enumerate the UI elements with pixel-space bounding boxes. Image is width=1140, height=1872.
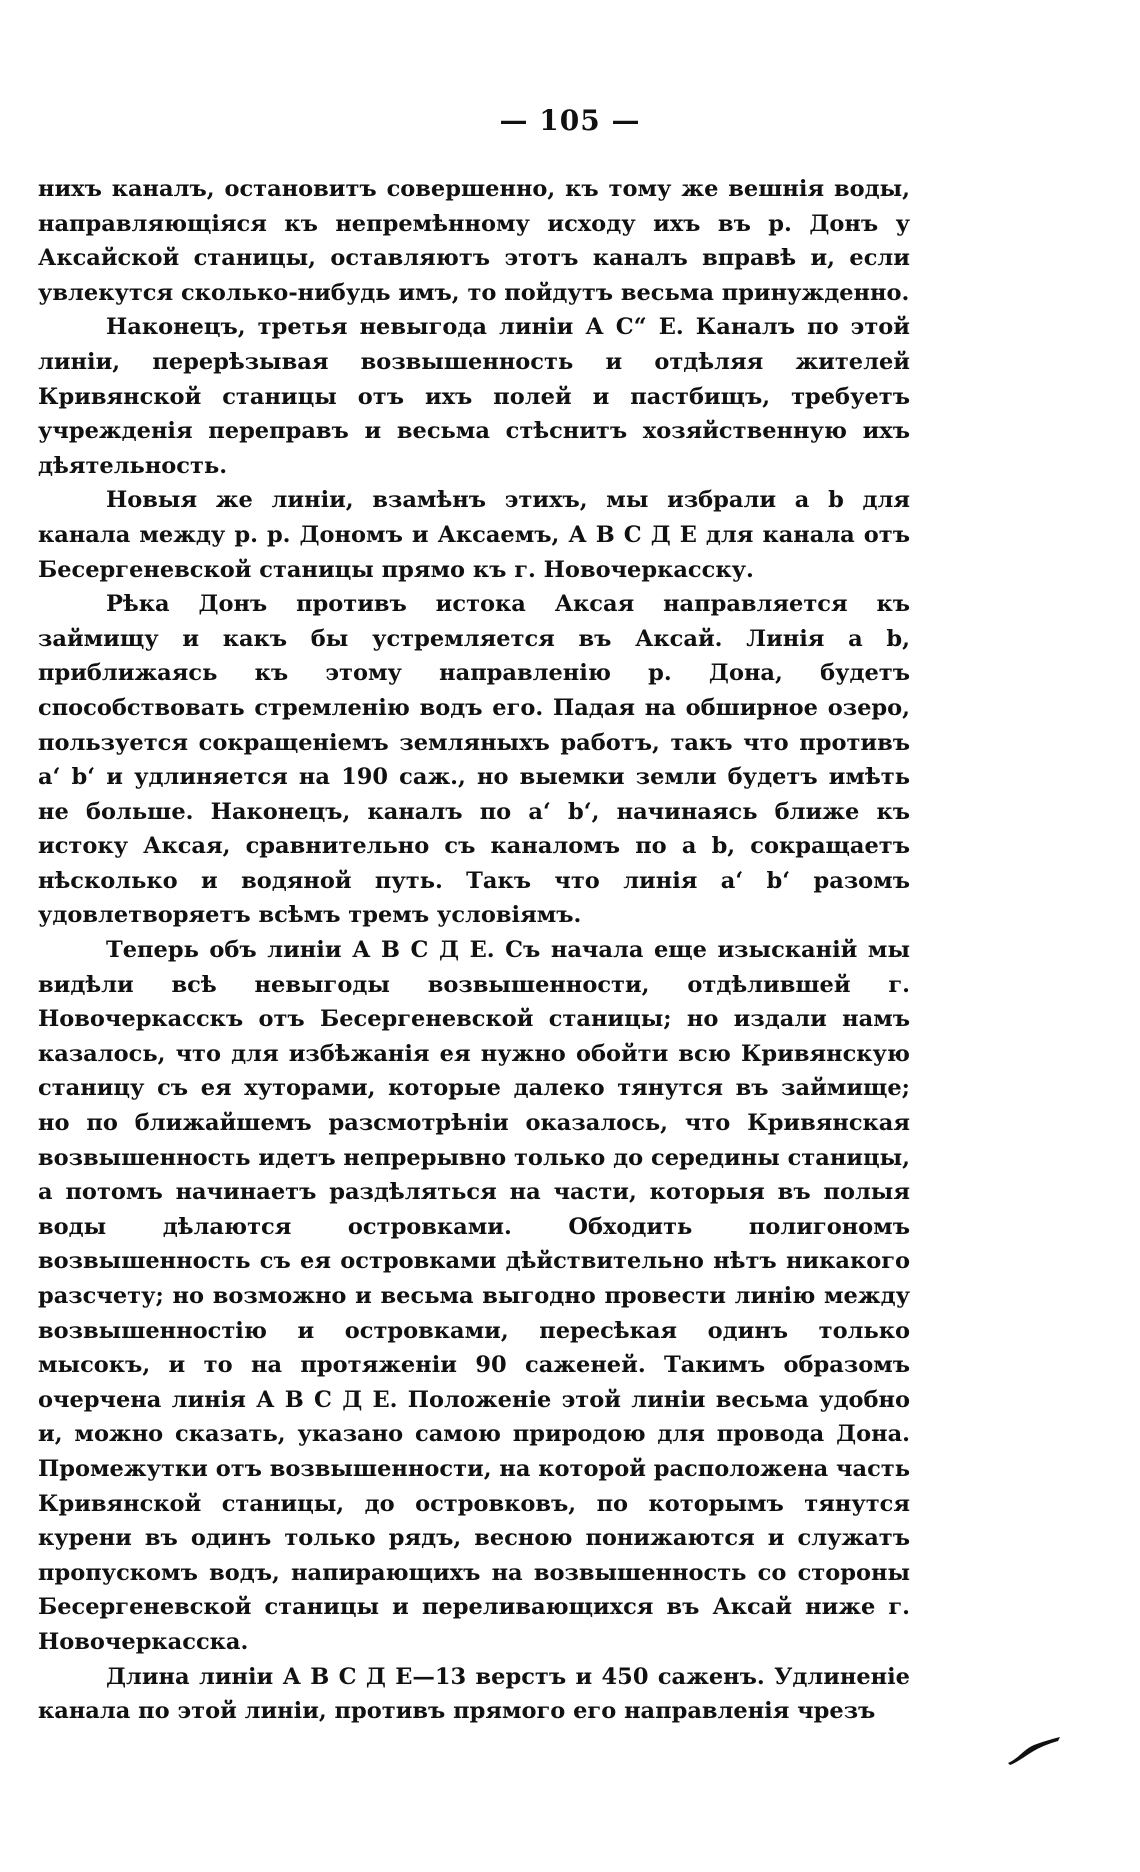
paragraph-5: Теперь объ линіи А В С Д Е. Съ начала еще изысканій мы видѣли всѣ невыгоды возвышенности, отдѣлившей г. Новочеркасскъ отъ Бесергеневской станицы; но издали намъ казалось, что для избѣжанія ея нужно обойти всю Кривянскую станицу съ ея хуторами, которые далеко тянутся въ займище; но по ближайшемъ разсмотрѣніи оказалось, что Кривянская возвышенность идетъ непрерывно только до середины станицы, а потомъ начинаетъ раздѣляться на части, которыя въ полыя воды дѣлаются островками. Обходить полигономъ возвышенность съ ея островками дѣйствительно нѣтъ никакого разсчету; но возможно и весьма выгодно провести линію между возвышенностію и островками, пересѣкая одинъ только мысокъ, и то на протяженіи 90 саженей. Такимъ образомъ очерчена линія А В С Д Е. Положеніе этой линіи весьма удобно и, можно сказать, указано самою природою для провода Дона. Промежутки отъ возвышенности, на которой расположена часть Кривянской станицы, до островковъ, по которымъ тянутся курени въ одинъ только рядъ, весною понижаются и служатъ пропускомъ водъ, напирающихъ на возвышенность со стороны Бесергеневской станицы и переливающихся въ Аксай ниже г. Новочеркасска. bbox=[38, 937, 910, 1655]
paragraph-4: Рѣка Донъ противъ истока Аксая направляется къ займищу и какъ бы устремляется въ Аксай. Линія a b, приближаясь къ этому направленію р. Дона, будетъ способствовать стремленію водъ его. Падая на обширное озеро, пользуется сокращеніемъ земляныхъ работъ, такъ что противъ a‘ b‘ и удлиняется на 190 саж., но выемки земли будетъ имѣть не больше. Наконецъ, каналъ по a‘ b‘, начинаясь ближе къ истоку Аксая, сравнительно съ каналомъ по a b, сокращаетъ нѣсколько и водяной путь. Такъ что линія a‘ b‘ разомъ удовлетворяетъ всѣмъ тремъ условіямъ. bbox=[38, 591, 910, 929]
paragraph-1: нихъ каналъ, остановитъ совершенно, къ тому же вешнія воды, направляющіяся къ непремѣнному исходу ихъ въ р. Донъ у Аксайской станицы, оставляютъ этотъ каналъ вправѣ и, если увлекутся сколько-нибудь имъ, то пойдутъ весьма принужденно. bbox=[38, 176, 910, 306]
pen-stroke-mark bbox=[1004, 1735, 1064, 1767]
body-text bbox=[38, 172, 910, 1729]
paragraph-6: Длина линіи А В С Д Е—13 верстъ и 450 саженъ. Удлиненіе канала по этой линіи, противъ прямого его направленія чрезъ bbox=[38, 1663, 910, 1725]
paragraph-2: Наконецъ, третья невыгода линіи А С“ Е. Каналъ по этой линіи, перерѣзывая возвышенность и отдѣляя жителей Кривянской станицы отъ ихъ полей и пастбищъ, требуетъ учрежденія переправъ и весьма стѣснитъ хозяйственную ихъ дѣятельность. bbox=[38, 314, 910, 479]
page-number: — 105 — bbox=[499, 104, 641, 137]
paragraph-3: Новыя же линіи, взамѣнъ этихъ, мы избрали a b для канала между р. р. Дономъ и Аксаемъ, А В С Д Е для канала отъ Бесергеневской станицы прямо къ г. Новочеркасску. bbox=[38, 487, 910, 583]
